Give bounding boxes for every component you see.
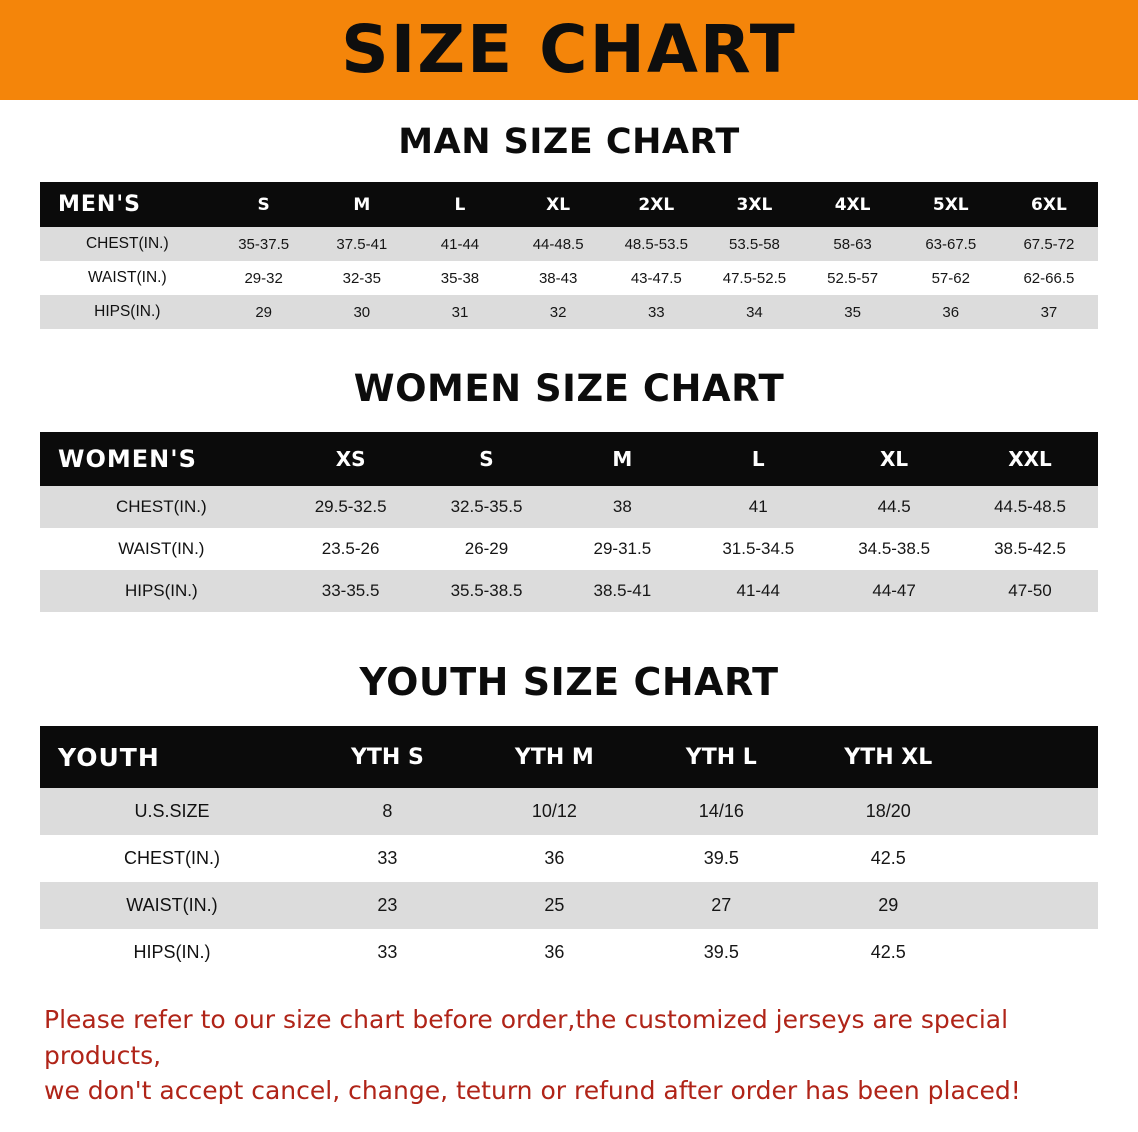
- column-header-5xl: 5XL: [902, 182, 1000, 227]
- cell-spacer: [972, 882, 1098, 929]
- column-header-6xl: 6XL: [1000, 182, 1098, 227]
- cell: 37.5-41: [313, 227, 411, 261]
- cell: 32.5-35.5: [419, 486, 555, 528]
- cell: 32-35: [313, 261, 411, 295]
- cell: 37: [1000, 295, 1098, 329]
- page-title: SIZE CHART: [341, 11, 797, 88]
- cell: 31: [411, 295, 509, 329]
- cell: 63-67.5: [902, 227, 1000, 261]
- table-row: [40, 528, 1098, 570]
- women-table-body: [40, 486, 1098, 612]
- column-header-m: M: [313, 182, 411, 227]
- cell: 33: [607, 295, 705, 329]
- cell: 48.5-53.5: [607, 227, 705, 261]
- policy-note-line-1: Please refer to our size chart before order,the customized jerseys are special products,: [44, 1005, 1009, 1070]
- cell: 35-37.5: [215, 227, 313, 261]
- man-table-wrap: [0, 182, 1138, 329]
- table-row: [40, 929, 1098, 976]
- table-row: [40, 835, 1098, 882]
- column-header-womens: WOMEN'S: [40, 432, 283, 486]
- cell: 44.5-48.5: [962, 486, 1098, 528]
- cell: 23: [304, 882, 471, 929]
- row-label-hips: HIPS(IN.): [40, 570, 283, 612]
- cell: 35: [804, 295, 902, 329]
- cell: 38: [554, 486, 690, 528]
- cell: 57-62: [902, 261, 1000, 295]
- youth-table-body: [40, 788, 1098, 976]
- table-row: [40, 295, 1098, 329]
- row-label-hips: HIPS(IN.): [40, 295, 215, 329]
- row-label-chest: CHEST(IN.): [40, 835, 304, 882]
- cell: 67.5-72: [1000, 227, 1098, 261]
- women-section-heading: WOMEN SIZE CHART: [353, 367, 785, 410]
- column-header-l: L: [411, 182, 509, 227]
- cell: 8: [304, 788, 471, 835]
- cell: 29-32: [215, 261, 313, 295]
- cell: 43-47.5: [607, 261, 705, 295]
- column-header-yth-s: YTH S: [304, 726, 471, 788]
- cell: 47-50: [962, 570, 1098, 612]
- row-label-chest: CHEST(IN.): [40, 486, 283, 528]
- cell: 52.5-57: [804, 261, 902, 295]
- cell: 36: [471, 929, 638, 976]
- women-size-table: [40, 432, 1098, 612]
- policy-note-line-2: we don't accept cancel, change, teturn or refund after order has been placed!: [44, 1076, 1021, 1105]
- column-header-m: M: [554, 432, 690, 486]
- cell: 58-63: [804, 227, 902, 261]
- cell: 29: [215, 295, 313, 329]
- row-label-us-size: U.S.SIZE: [40, 788, 304, 835]
- column-header-xl: XL: [826, 432, 962, 486]
- youth-size-table: [40, 726, 1098, 976]
- row-label-hips: HIPS(IN.): [40, 929, 304, 976]
- cell-spacer: [972, 788, 1098, 835]
- cell: 35.5-38.5: [419, 570, 555, 612]
- cell: 36: [471, 835, 638, 882]
- cell: 41: [690, 486, 826, 528]
- cell: 10/12: [471, 788, 638, 835]
- cell: 62-66.5: [1000, 261, 1098, 295]
- cell: 30: [313, 295, 411, 329]
- cell: 35-38: [411, 261, 509, 295]
- column-header-mens: MEN'S: [40, 182, 215, 227]
- man-table-body: [40, 227, 1098, 329]
- column-header-yth-l: YTH L: [638, 726, 805, 788]
- column-header-4xl: 4XL: [804, 182, 902, 227]
- cell: 42.5: [805, 929, 972, 976]
- column-header-xl: XL: [509, 182, 607, 227]
- cell: 25: [471, 882, 638, 929]
- column-header-l: L: [690, 432, 826, 486]
- policy-note: [44, 1002, 1094, 1109]
- women-table-wrap: [0, 432, 1138, 612]
- table-row: [40, 788, 1098, 835]
- column-header-yth-m: YTH M: [471, 726, 638, 788]
- cell: 14/16: [638, 788, 805, 835]
- cell: 41-44: [690, 570, 826, 612]
- women-table-head: [40, 432, 1098, 486]
- column-header-xs: XS: [283, 432, 419, 486]
- youth-section-heading: YOUTH SIZE CHART: [359, 660, 779, 704]
- column-header-s: S: [215, 182, 313, 227]
- cell: 34: [705, 295, 803, 329]
- row-label-waist: WAIST(IN.): [40, 528, 283, 570]
- cell: 29: [805, 882, 972, 929]
- banner: [0, 0, 1138, 100]
- man-size-table: [40, 182, 1098, 329]
- cell: 38.5-41: [554, 570, 690, 612]
- man-table-head: [40, 182, 1098, 227]
- cell: 33: [304, 929, 471, 976]
- cell: 32: [509, 295, 607, 329]
- cell: 39.5: [638, 929, 805, 976]
- cell: 44-47: [826, 570, 962, 612]
- column-header-s: S: [419, 432, 555, 486]
- man-section-heading: MAN SIZE CHART: [398, 122, 740, 162]
- cell: 27: [638, 882, 805, 929]
- table-row: [40, 486, 1098, 528]
- cell: 18/20: [805, 788, 972, 835]
- row-label-waist: WAIST(IN.): [40, 261, 215, 295]
- cell: 29.5-32.5: [283, 486, 419, 528]
- table-header-row: [40, 432, 1098, 486]
- table-row: [40, 227, 1098, 261]
- cell: 42.5: [805, 835, 972, 882]
- column-header-2xl: 2XL: [607, 182, 705, 227]
- row-label-chest: CHEST(IN.): [40, 227, 215, 261]
- column-header-3xl: 3XL: [705, 182, 803, 227]
- cell-spacer: [972, 929, 1098, 976]
- table-header-row: [40, 182, 1098, 227]
- row-label-waist: WAIST(IN.): [40, 882, 304, 929]
- cell: 47.5-52.5: [705, 261, 803, 295]
- cell: 38.5-42.5: [962, 528, 1098, 570]
- cell: 26-29: [419, 528, 555, 570]
- cell: 23.5-26: [283, 528, 419, 570]
- cell: 34.5-38.5: [826, 528, 962, 570]
- cell: 36: [902, 295, 1000, 329]
- cell: 44-48.5: [509, 227, 607, 261]
- cell-spacer: [972, 835, 1098, 882]
- table-row: [40, 261, 1098, 295]
- cell: 38-43: [509, 261, 607, 295]
- table-header-row: [40, 726, 1098, 788]
- cell: 31.5-34.5: [690, 528, 826, 570]
- youth-table-wrap: [0, 726, 1138, 976]
- cell: 41-44: [411, 227, 509, 261]
- cell: 33: [304, 835, 471, 882]
- column-header-youth: YOUTH: [40, 726, 304, 788]
- cell: 39.5: [638, 835, 805, 882]
- youth-table-head: [40, 726, 1098, 788]
- table-row: [40, 570, 1098, 612]
- table-row: [40, 882, 1098, 929]
- cell: 44.5: [826, 486, 962, 528]
- cell: 53.5-58: [705, 227, 803, 261]
- column-header-yth-xl: YTH XL: [805, 726, 972, 788]
- column-header-spacer: [972, 726, 1098, 788]
- cell: 29-31.5: [554, 528, 690, 570]
- column-header-xxl: XXL: [962, 432, 1098, 486]
- cell: 33-35.5: [283, 570, 419, 612]
